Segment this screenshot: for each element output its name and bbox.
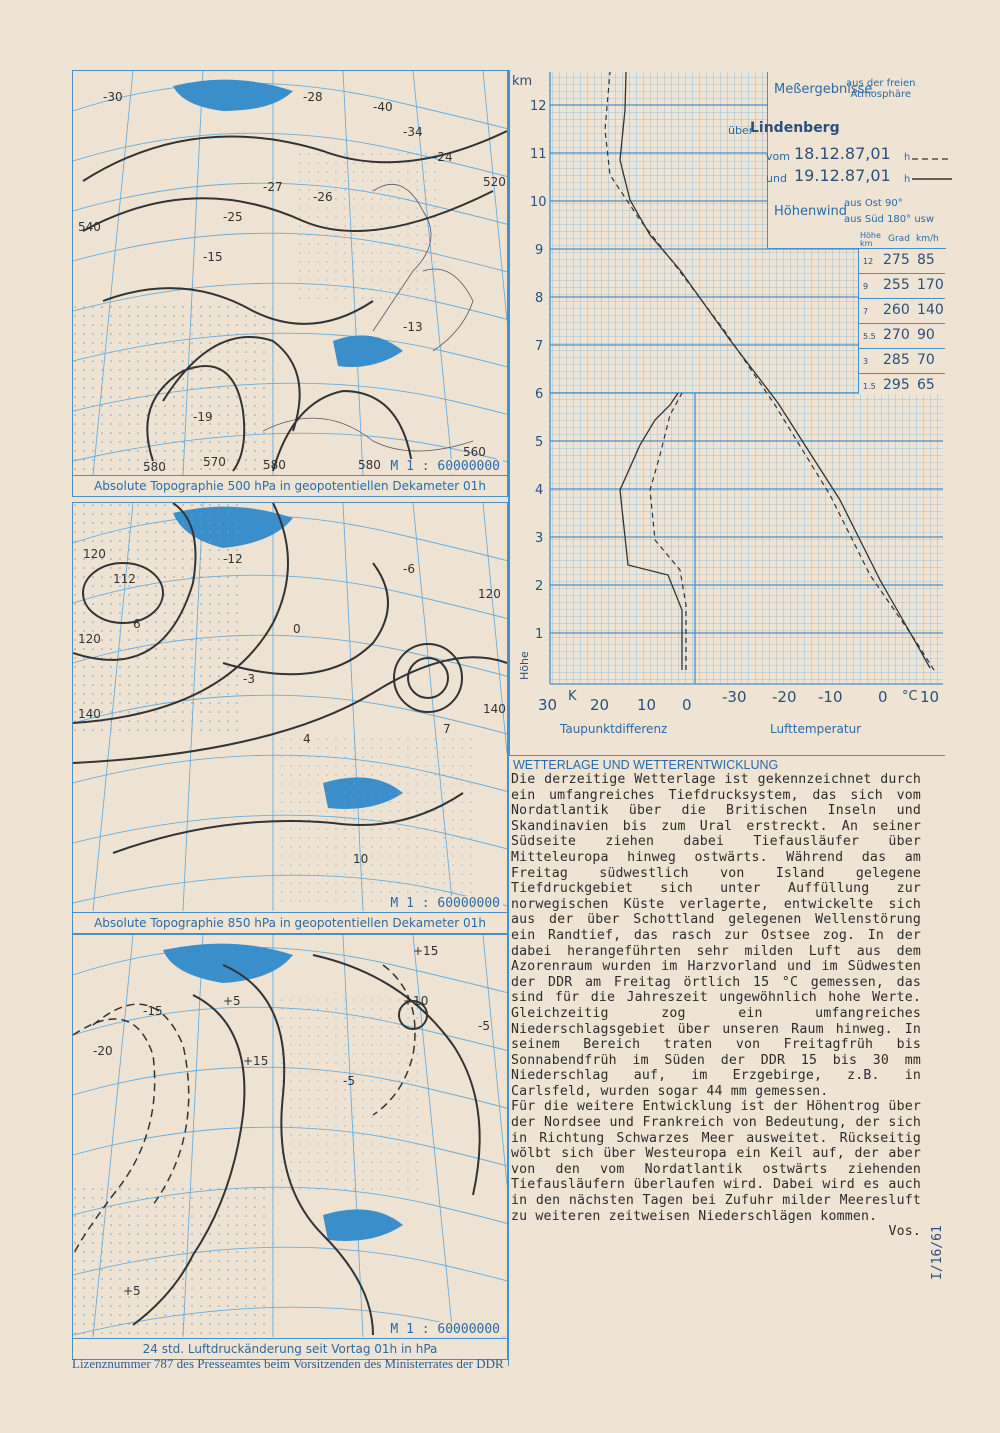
dew-tick: 20 [590, 696, 610, 714]
map-500hpa-scale: M 1 : 60000000 [387, 459, 503, 474]
from-label: vom [766, 150, 790, 163]
y-tick: 7 [535, 339, 544, 354]
svg-text:120: 120 [78, 632, 101, 646]
col-height-label: Höhe km [860, 231, 881, 248]
report-paragraph-2: Für die weitere Entwicklung ist der Höhentrog über der Nordsee und Frankreich von Bedeutung, der sich in Richtung Schwarzes Meer ausweitet. Rückseitig wölbt sich über Westeuropa ein Keil auf, der aber von den vom Nordatlantik ostwärts ziehenden Tiefausläufern überlaufen wird. Dabei wird es auch in den nächsten Tagen bei Zufuhr milder Meeresluft zu weiteren zeitweisen Niederschlägen kommen. [511, 1099, 921, 1224]
svg-text:0: 0 [293, 622, 301, 636]
svg-text:-19: -19 [193, 410, 213, 424]
y-tick: 9 [535, 243, 544, 258]
temp-tick: -10 [818, 688, 843, 706]
svg-text:-15: -15 [203, 250, 223, 264]
col-kmh-label: km/h [916, 234, 939, 244]
svg-text:+15: +15 [413, 944, 439, 958]
col-deg-label: Grad [888, 234, 910, 244]
license-line: Lizenznummer 787 des Presseamtes beim Vorsitzenden des Ministerrates der DDR [72, 1356, 504, 1371]
report-title: WETTERLAGE UND WETTERENTWICKLUNG [513, 758, 779, 772]
wind-speed: 170 [917, 277, 944, 293]
svg-text:-3: -3 [243, 672, 255, 686]
temperature-axis-label: Lufttemperatur [770, 722, 862, 736]
wind-speed: 140 [917, 302, 944, 318]
y-tick: 4 [535, 483, 544, 498]
svg-text:-15: -15 [143, 1004, 163, 1018]
sounding-info-box [728, 72, 946, 249]
svg-text:570: 570 [203, 455, 226, 469]
wind-height: 5.5 [863, 332, 876, 341]
report-body [511, 772, 921, 1240]
svg-text:-5: -5 [478, 1019, 490, 1033]
svg-text:-12: -12 [223, 552, 243, 566]
wind-speed: 90 [917, 327, 935, 343]
y-tick: 1 [535, 627, 544, 642]
wind-row [859, 323, 945, 348]
svg-text:-13: -13 [403, 320, 423, 334]
svg-text:+5: +5 [123, 1284, 141, 1298]
dew-tick: 30 [538, 696, 558, 714]
wind-height: 9 [863, 282, 869, 291]
date-1-h: h [904, 152, 911, 163]
y-tick: 3 [535, 531, 544, 546]
map-850hpa-chart [73, 503, 507, 911]
wind-row [859, 348, 945, 373]
and-label: und [766, 172, 787, 185]
temp-tick: 0 [878, 688, 888, 706]
svg-text:120: 120 [478, 587, 501, 601]
wind-row [859, 298, 945, 323]
svg-text:120: 120 [83, 547, 106, 561]
wind-height: 1.5 [863, 382, 876, 391]
svg-text:-24: -24 [433, 150, 453, 164]
dashed-line-legend [912, 156, 952, 162]
y-tick: 12 [530, 99, 547, 114]
svg-text:+15: +15 [243, 1054, 269, 1068]
svg-text:-26: -26 [313, 190, 333, 204]
y-tick: 6 [535, 387, 544, 402]
svg-text:520: 520 [483, 175, 506, 189]
wind-south-label: aus Süd 180° usw [844, 214, 935, 225]
wind-row [859, 273, 945, 298]
wind-direction: 255 [883, 277, 910, 293]
wind-direction: 270 [883, 327, 910, 343]
temp-tick: 10 [920, 688, 940, 706]
y-tick: 10 [530, 195, 547, 210]
wind-height: 3 [863, 357, 869, 366]
wind-height: 12 [863, 257, 874, 266]
map-pressure-change-caption: 24 std. Luftdruckänderung seit Vortag 01h in hPa [73, 1338, 507, 1359]
frame-divider [508, 70, 510, 755]
svg-text:580: 580 [143, 460, 166, 474]
map-500hpa-caption: Absolute Topographie 500 hPa in geopotentiellen Dekameter 01h [73, 475, 507, 496]
map-850hpa-caption: Absolute Topographie 850 hPa in geopotentiellen Dekameter 01h [73, 912, 507, 933]
k-label: K [568, 689, 577, 704]
solid-line-legend [912, 176, 952, 182]
svg-text:-20: -20 [93, 1044, 113, 1058]
map-500hpa [72, 70, 508, 497]
wind-speed: 70 [917, 352, 935, 368]
y-tick: 5 [535, 435, 544, 450]
wind-height: 7 [863, 307, 869, 316]
svg-text:+10: +10 [403, 994, 429, 1008]
y-tick: 2 [535, 579, 544, 594]
svg-text:-27: -27 [263, 180, 283, 194]
sounding-subtitle-line1: aus der freien [846, 78, 916, 89]
wind-speed: 65 [917, 377, 935, 393]
svg-text:7: 7 [443, 722, 451, 736]
sounding-title: Meßergebnisse [774, 82, 873, 97]
wind-direction: 285 [883, 352, 910, 368]
sounding-km-label: km [512, 74, 533, 89]
y-tick: 8 [535, 291, 544, 306]
wind-direction: 275 [883, 252, 910, 268]
wind-title: Höhenwind [774, 204, 847, 219]
wind-direction: 260 [883, 302, 910, 318]
weather-report [508, 755, 945, 1366]
date-2-h: h [904, 174, 911, 185]
dew-tick: 0 [682, 696, 692, 714]
wind-east-label: aus Ost 90° [844, 198, 903, 209]
temp-tick: -30 [722, 688, 747, 706]
sounding-subtitle [846, 78, 915, 100]
wind-direction: 295 [883, 377, 910, 393]
side-code: I/16/61 [930, 1225, 945, 1280]
date-1: 18.12.87,01 [794, 144, 891, 163]
svg-text:-28: -28 [303, 90, 323, 104]
sounding-subtitle-line2: Atmosphäre [850, 89, 911, 100]
svg-text:540: 540 [78, 220, 101, 234]
svg-text:580: 580 [358, 458, 381, 472]
map-pressure-change [72, 934, 508, 1360]
svg-text:10: 10 [353, 852, 369, 866]
svg-text:-25: -25 [223, 210, 243, 224]
report-signature: Vos. [888, 1224, 921, 1240]
map-pressure-change-chart [73, 935, 507, 1337]
svg-text:-40: -40 [373, 100, 393, 114]
celsius-label: °C [902, 689, 918, 704]
map-850hpa [72, 502, 508, 934]
wind-row [859, 373, 945, 398]
report-paragraph-1: Die derzeitige Wetterlage ist gekennzeichnet durch ein umfangreiches Tiefdrucksystem, das sich vom Nordatlantik über die Britischen Inseln und Skandinavien bis zum Ural erstreckt. An seiner Südseite ziehen dabei Tiefausläufer über Mitteleuropa hinweg ostwärts. Während das am Freitag südwestlich von Island gelegene Tiefdruckgebiet sich unter Auffüllung zur norwegischen Küste verlagerte, entwickelte sich aus der über Schottland gelegenen Wellenstörung ein Randtief, das rasch zur Ostsee zog. In der dabei herangeführten sehr milden Luft aus dem Azorenraum wurden im Harzvorland und im Südwesten der DDR am Freitag örtlich 15 °C gemessen, das sind für die Jahreszeit ungewöhnlich hohe Werte. Gleichzeitig zog ein umfangreiches Niederschlagsgebiet über unseren Raum hinweg. In seinem Bereich traten von Freitagfrüh bis Sonnabendfrüh im Süden der DDR 15 bis 30 mm Niederschlag auf, im Erzgebirge, z.B. in Carlsfeld, wurden sogar 44 mm gemessen. [511, 772, 921, 1099]
wind-speed: 85 [917, 252, 935, 268]
svg-text:140: 140 [78, 707, 101, 721]
map-850hpa-scale: M 1 : 60000000 [387, 896, 503, 911]
over-label: über [728, 124, 754, 137]
svg-text:+5: +5 [223, 994, 241, 1008]
date-2: 19.12.87,01 [794, 166, 891, 185]
dew-tick: 10 [637, 696, 657, 714]
svg-text:580: 580 [263, 458, 286, 472]
svg-text:-5: -5 [343, 1074, 355, 1088]
svg-text:6: 6 [133, 617, 141, 631]
y-tick: 11 [530, 147, 547, 162]
svg-text:-34: -34 [403, 125, 423, 139]
svg-text:112: 112 [113, 572, 136, 586]
svg-text:560: 560 [463, 445, 486, 459]
svg-text:4: 4 [303, 732, 311, 746]
temp-tick: -20 [772, 688, 797, 706]
svg-text:-30: -30 [103, 90, 123, 104]
height-axis-label: Höhe [518, 651, 531, 680]
wind-table [858, 248, 945, 394]
dewpoint-axis-label: Taupunktdifferenz [560, 722, 668, 736]
station-name: Lindenberg [750, 120, 840, 136]
map-pressure-change-scale: M 1 : 60000000 [387, 1322, 503, 1337]
svg-text:140: 140 [483, 702, 506, 716]
wind-row [859, 248, 945, 273]
map-500hpa-chart [73, 71, 507, 476]
svg-text:-6: -6 [403, 562, 415, 576]
